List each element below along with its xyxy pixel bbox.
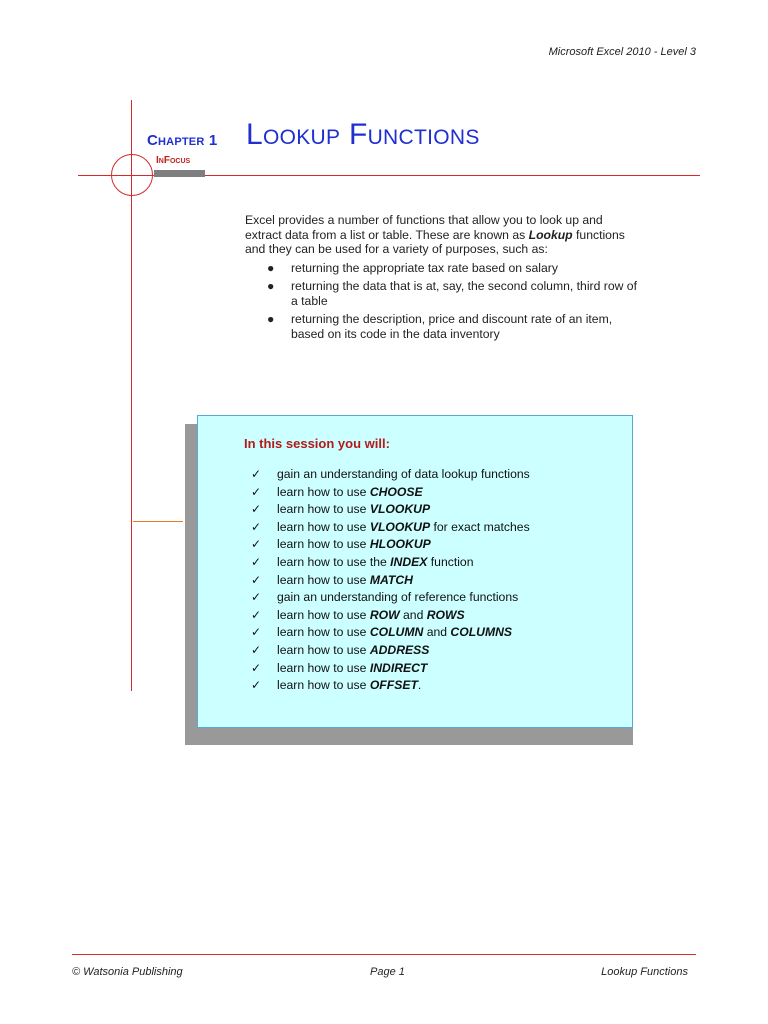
item-text: learn how to use <box>277 660 370 675</box>
item-text: learn how to use <box>277 642 370 657</box>
item-keyword: VLOOKUP <box>369 519 431 534</box>
item-text-mid: and <box>423 625 451 640</box>
session-list-item <box>251 677 530 695</box>
session-list-item <box>251 484 530 502</box>
intro-bullet-list <box>245 261 640 342</box>
running-header: Microsoft Excel 2010 - Level 3 <box>548 46 696 58</box>
item-text: learn how to use <box>277 484 370 499</box>
footer-page-number: Page 1 <box>370 966 405 978</box>
bullet-icon: ● <box>267 260 275 275</box>
session-list-item <box>251 536 530 554</box>
item-keyword: VLOOKUP <box>369 502 431 517</box>
list-item-text: returning the appropriate tax rate based on salary <box>291 260 558 275</box>
item-keyword: ADDRESS <box>369 642 430 657</box>
session-title: In this session you will: <box>244 436 390 451</box>
check-icon: ✓ <box>251 502 262 517</box>
intro-text-end: functions and they can be used for a variety of purposes, such as: <box>245 227 625 256</box>
session-list-item <box>251 572 530 590</box>
footer-publisher: © Watsonia Publishing <box>72 966 183 978</box>
chapter-label: Chapter 1 <box>147 132 218 149</box>
session-connector-rule <box>133 521 183 522</box>
list-item-text: returning the data that is at, say, the second column, third row of a table <box>291 279 637 308</box>
item-keyword: ROW <box>369 607 400 622</box>
check-icon: ✓ <box>251 519 262 534</box>
item-text: learn how to use <box>277 607 370 622</box>
item-text: gain an understanding of data lookup functions <box>277 467 530 481</box>
session-list-item <box>251 501 530 519</box>
bullet-icon: ● <box>267 312 275 326</box>
intro-text: Excel provides a number of functions that allow you to look up and extract data from a list or table. These are known as <box>245 213 603 242</box>
list-item <box>245 261 640 276</box>
session-list-item <box>251 466 530 484</box>
list-item <box>245 312 640 341</box>
footer-chapter-name: Lookup Functions <box>601 966 688 978</box>
session-list-item <box>251 554 530 572</box>
check-icon: ✓ <box>251 572 262 587</box>
check-icon: ✓ <box>251 678 262 693</box>
check-icon: ✓ <box>251 607 262 622</box>
check-icon: ✓ <box>251 590 262 605</box>
item-text: learn how to use <box>277 572 370 587</box>
intro-section <box>245 213 640 345</box>
item-keyword: CHOOSE <box>369 484 423 499</box>
check-icon: ✓ <box>251 554 262 569</box>
footer-rule <box>72 954 696 955</box>
check-icon: ✓ <box>251 537 262 552</box>
item-keyword: HLOOKUP <box>369 537 431 552</box>
intro-paragraph <box>245 213 640 257</box>
check-icon: ✓ <box>251 625 262 640</box>
item-keyword-2: ROWS <box>426 607 465 622</box>
item-text-mid: function <box>427 554 474 569</box>
item-keyword: INDIRECT <box>369 660 428 675</box>
infocus-bar <box>154 170 205 177</box>
item-keyword: INDEX <box>390 554 428 569</box>
chapter-circle-ornament <box>111 154 153 196</box>
check-icon: ✓ <box>251 467 262 481</box>
check-icon: ✓ <box>251 642 262 657</box>
session-list-item <box>251 660 530 678</box>
item-text: learn how to use the <box>277 554 391 569</box>
session-list <box>251 466 530 695</box>
item-keyword: OFFSET <box>369 678 418 693</box>
infocus-label: InFocus <box>156 155 191 166</box>
item-text: gain an understanding of reference functions <box>277 590 519 605</box>
item-text: learn how to use <box>277 625 370 640</box>
item-text-mid: and <box>399 607 427 622</box>
item-text-end: . <box>417 678 422 693</box>
page-title: Lookup Functions <box>246 118 480 151</box>
item-text: learn how to use <box>277 537 370 552</box>
session-list-item <box>251 624 530 642</box>
session-list-item <box>251 642 530 660</box>
session-list-item <box>251 589 530 607</box>
check-icon: ✓ <box>251 484 262 499</box>
item-keyword-2: COLUMNS <box>450 625 513 640</box>
item-text: learn how to use <box>277 519 370 534</box>
item-keyword: MATCH <box>369 572 413 587</box>
item-text: learn how to use <box>277 502 370 517</box>
bullet-icon: ● <box>267 279 275 293</box>
list-item <box>245 279 640 308</box>
item-text-mid: for exact matches <box>430 519 530 534</box>
session-box <box>197 415 633 728</box>
session-list-item <box>251 607 530 625</box>
intro-emphasis: Lookup <box>528 227 573 242</box>
session-list-item <box>251 519 530 537</box>
list-item-text: returning the description, price and discount rate of an item, based on its code in the data inventory <box>291 312 613 341</box>
item-keyword: COLUMN <box>369 625 424 640</box>
check-icon: ✓ <box>251 660 262 675</box>
item-text: learn how to use <box>277 678 370 693</box>
